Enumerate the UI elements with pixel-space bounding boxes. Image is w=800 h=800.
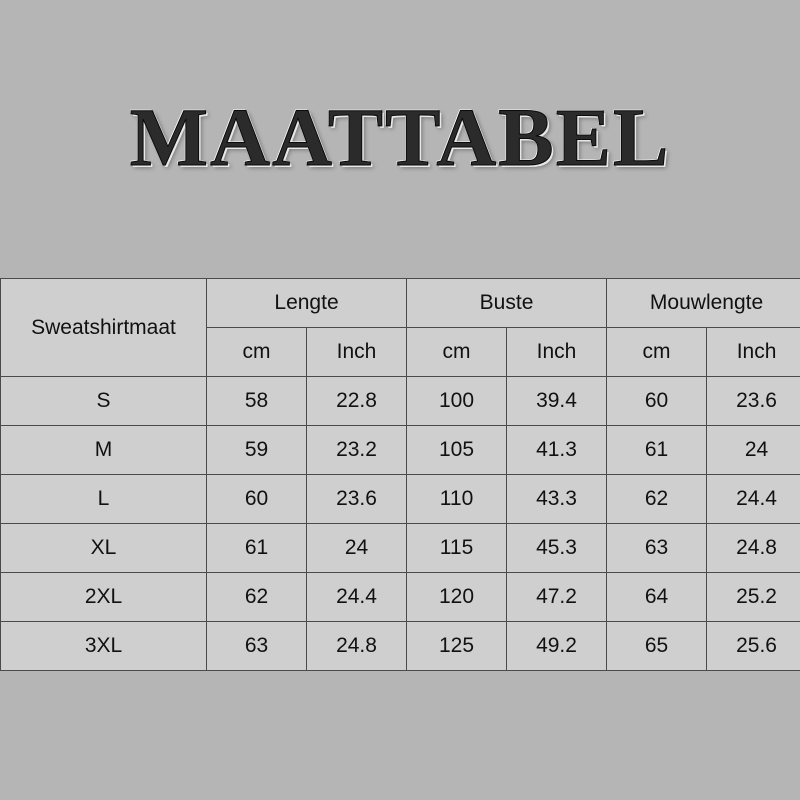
cell-lengte-inch: 23.2 [307, 426, 407, 475]
cell-mouwlengte-inch: 24.4 [707, 475, 800, 524]
cell-mouwlengte-cm: 61 [607, 426, 707, 475]
cell-size: 3XL [1, 622, 207, 671]
cell-size: XL [1, 524, 207, 573]
page-title: MAATTABEL [129, 90, 671, 183]
cell-lengte-cm: 62 [207, 573, 307, 622]
cell-buste-cm: 100 [407, 377, 507, 426]
cell-lengte-inch: 24.4 [307, 573, 407, 622]
cell-size: 2XL [1, 573, 207, 622]
cell-lengte-inch: 22.8 [307, 377, 407, 426]
cell-mouwlengte-inch: 25.2 [707, 573, 800, 622]
cell-buste-inch: 39.4 [507, 377, 607, 426]
table-header [1, 279, 800, 377]
header-buste-cm: cm [407, 328, 507, 377]
cell-buste-cm: 115 [407, 524, 507, 573]
table-header-row-groups [1, 279, 800, 328]
cell-mouwlengte-inch: 24 [707, 426, 800, 475]
table-row [1, 377, 800, 426]
header-buste-inch: Inch [507, 328, 607, 377]
size-chart-table [0, 278, 800, 671]
header-group-mouwlengte: Mouwlengte [607, 279, 800, 328]
cell-buste-cm: 125 [407, 622, 507, 671]
cell-lengte-cm: 58 [207, 377, 307, 426]
cell-buste-inch: 41.3 [507, 426, 607, 475]
cell-lengte-inch: 24.8 [307, 622, 407, 671]
title-area [0, 0, 800, 278]
cell-buste-inch: 45.3 [507, 524, 607, 573]
cell-buste-inch: 49.2 [507, 622, 607, 671]
table-row [1, 622, 800, 671]
cell-buste-cm: 120 [407, 573, 507, 622]
cell-size: L [1, 475, 207, 524]
cell-mouwlengte-cm: 60 [607, 377, 707, 426]
table-body [1, 377, 800, 671]
cell-buste-inch: 43.3 [507, 475, 607, 524]
bottom-band [0, 706, 800, 800]
table-row [1, 573, 800, 622]
cell-buste-cm: 110 [407, 475, 507, 524]
cell-mouwlengte-inch: 24.8 [707, 524, 800, 573]
header-lengte-cm: cm [207, 328, 307, 377]
cell-mouwlengte-cm: 64 [607, 573, 707, 622]
table-row [1, 524, 800, 573]
table-row [1, 426, 800, 475]
header-mouwlengte-cm: cm [607, 328, 707, 377]
cell-lengte-inch: 23.6 [307, 475, 407, 524]
header-group-buste: Buste [407, 279, 607, 328]
cell-mouwlengte-cm: 65 [607, 622, 707, 671]
table-row [1, 475, 800, 524]
cell-lengte-inch: 24 [307, 524, 407, 573]
header-sweatshirt-size: Sweatshirtmaat [1, 279, 207, 377]
cell-mouwlengte-cm: 63 [607, 524, 707, 573]
cell-mouwlengte-inch: 23.6 [707, 377, 800, 426]
cell-lengte-cm: 63 [207, 622, 307, 671]
cell-mouwlengte-inch: 25.6 [707, 622, 800, 671]
cell-lengte-cm: 61 [207, 524, 307, 573]
header-lengte-inch: Inch [307, 328, 407, 377]
header-group-lengte: Lengte [207, 279, 407, 328]
cell-size: S [1, 377, 207, 426]
cell-lengte-cm: 60 [207, 475, 307, 524]
header-mouwlengte-inch: Inch [707, 328, 800, 377]
cell-buste-inch: 47.2 [507, 573, 607, 622]
cell-buste-cm: 105 [407, 426, 507, 475]
cell-mouwlengte-cm: 62 [607, 475, 707, 524]
cell-lengte-cm: 59 [207, 426, 307, 475]
cell-size: M [1, 426, 207, 475]
